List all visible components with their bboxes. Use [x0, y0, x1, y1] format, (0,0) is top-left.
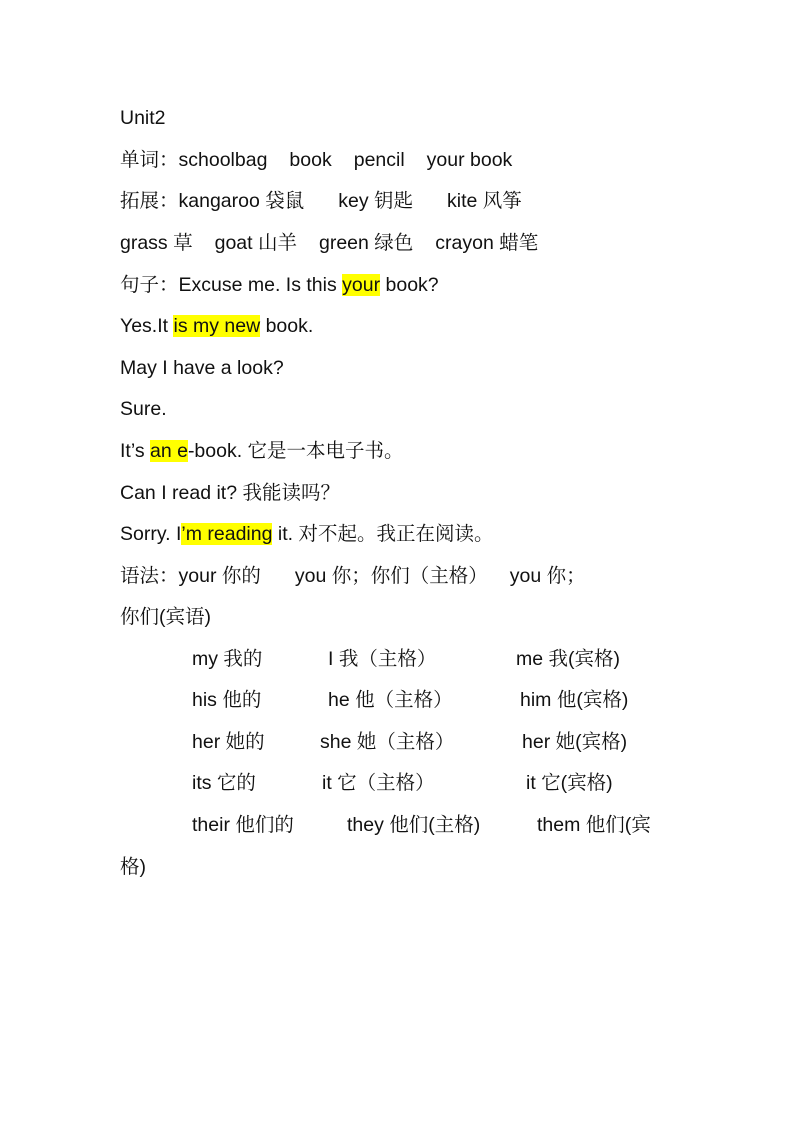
- grammar-line-1-wrap: 你们(宾语): [120, 606, 211, 628]
- sentence-text: Yes.It: [120, 315, 174, 337]
- grammar-item: you 你；你们（主格）: [294, 565, 488, 587]
- extend-item: kangaroo 袋鼠: [178, 190, 305, 212]
- possessive: her 她的: [192, 731, 265, 753]
- object-pronoun: her 她(宾格): [522, 731, 628, 753]
- subject-pronoun: he 他（主格）: [328, 689, 453, 711]
- sentence-text: book?: [380, 274, 439, 296]
- extend-item: grass 草: [120, 232, 193, 254]
- word-item: pencil: [353, 149, 405, 171]
- grammar-line-1: [120, 563, 694, 589]
- words-label: 单词：: [120, 149, 179, 171]
- possessive: its 它的: [192, 772, 256, 794]
- extend-item: kite 风筝: [447, 190, 522, 212]
- subject-pronoun: I 我（主格）: [328, 648, 437, 670]
- word-item: schoolbag: [178, 149, 268, 171]
- object-pronoun: him 他(宾格): [520, 689, 629, 711]
- pronoun-row-his: [192, 687, 694, 713]
- sentence-7: [120, 521, 694, 547]
- sentence-text: Excuse me. Is this: [178, 274, 343, 296]
- extend-label: 拓展：: [120, 190, 179, 212]
- sentence-5: [120, 438, 694, 464]
- sentence-text: It’s: [120, 440, 150, 462]
- highlight: is my new: [173, 315, 261, 337]
- sentence-4: Sure.: [120, 398, 167, 420]
- pronoun-row-its: [192, 770, 694, 796]
- pronoun-row-my: [192, 646, 694, 672]
- extend-line-1: [120, 188, 694, 214]
- subject-pronoun: it 它（主格）: [322, 772, 435, 794]
- sentence-text: -book. 它是一本电子书。: [187, 440, 404, 462]
- possessive: his 他的: [192, 689, 262, 711]
- sentences-label: 句子：: [120, 274, 179, 296]
- object-pronoun: them 他们(宾: [537, 814, 651, 836]
- object-pronoun: me 我(宾格): [516, 648, 620, 670]
- words-line: [120, 147, 694, 173]
- grammar-item: you 你；: [509, 565, 586, 587]
- grammar-item: your 你的: [178, 565, 261, 587]
- object-pronoun: it 它(宾格): [526, 772, 613, 794]
- sentence-text: it. 对不起。我正在阅读。: [272, 523, 494, 545]
- highlight: ’m reading: [181, 523, 273, 545]
- highlight: your: [342, 274, 381, 296]
- pronoun-row-her: [192, 729, 694, 755]
- possessive: my 我的: [192, 648, 263, 670]
- unit-title: Unit2: [120, 107, 166, 129]
- sentence-1: [120, 272, 694, 298]
- subject-pronoun: they 他们(主格): [347, 814, 481, 836]
- extend-item: goat 山羊: [214, 232, 297, 254]
- word-item: book: [289, 149, 332, 171]
- sentence-text: book.: [260, 315, 314, 337]
- sentence-2: [120, 313, 694, 339]
- sentence-text: Sorry. I: [120, 523, 182, 545]
- subject-pronoun: she 她（主格）: [320, 731, 455, 753]
- highlight: an e: [149, 440, 188, 462]
- extend-item: crayon 蜡笔: [435, 232, 539, 254]
- grammar-label: 语法：: [120, 565, 179, 587]
- extend-item: green 绿色: [318, 232, 414, 254]
- pronoun-row-their: [192, 812, 694, 838]
- sentence-6: Can I read it? 我能读吗？: [120, 482, 340, 504]
- extend-item: key 钥匙: [338, 190, 414, 212]
- sentence-3: May I have a look?: [120, 357, 284, 379]
- possessive: their 他们的: [192, 814, 294, 836]
- pronoun-row-their-wrap: 格): [120, 856, 146, 878]
- word-item: your book: [426, 149, 513, 171]
- extend-line-2: [120, 230, 694, 256]
